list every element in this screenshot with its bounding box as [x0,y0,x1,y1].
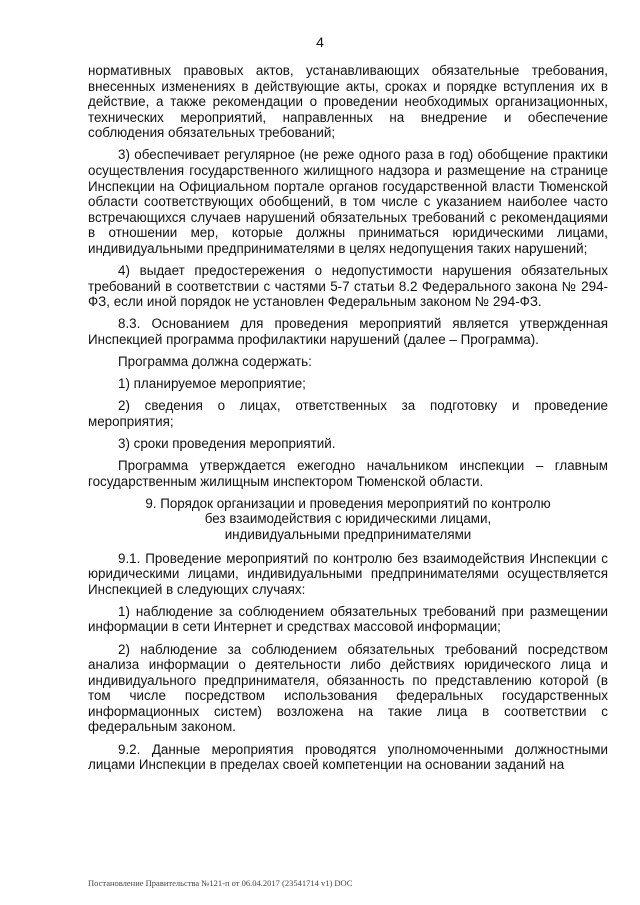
paragraph-continuation: нормативных правовых актов, устанавливающих обязательные требования, внесенных изменениях в действующие акты, сроках и порядке вступления их в действие, а также рекомендации о проведении необходимых организационных, технических мероприятий, направленных на внедрение и обеспечение соблюдения обязательных требований; [88,63,608,141]
paragraph-8-3: 8.3. Основанием для проведения мероприятий является утвержденная Инспекцией программа профилактики нарушений (далее – Программа). [88,316,608,347]
document-footer: Постановление Правительства №121-п от 06.04.2017 (23541714 v1) DOC [88,878,353,888]
paragraph-program-item-1: 1) планируемое мероприятие; [118,376,306,392]
paragraph-program-item-2: 2) сведения о лицах, ответственных за подготовку и проведение мероприятия; [88,398,608,429]
section-9-heading-line-1: 9. Порядок организации и проведения мероприятий по контролю [145,495,551,511]
section-9-heading-line-2: без взаимодействия с юридическими лицами, [204,511,492,527]
paragraph-9-1-item-1: 1) наблюдение за соблюдением обязательных требований при размещении информации в сети Интернет и средствах массовой информации; [88,603,608,635]
paragraph-9-1: 9.1. Проведение мероприятий по контролю без взаимодействия Инспекции с юридическими лицами, индивидуальными предпринимателями осуществляется Инспекцией в следующих случаях: [88,550,608,597]
paragraph-9-1-item-2: 2) наблюдение за соблюдением обязательных требований посредством анализа информации о деятельности либо действиях юридического лица и индивидуального предпринимателя, обязанность по представлению которой (в том числе посредством использования федеральных государственных информационных систем) возложена на такие лица в соответствии с федеральным законом. [88,641,608,735]
paragraph-program-approval: Программа утверждается ежегодно начальником инспекции – главным государственным жилищным инспектором Тюменской области. [88,458,608,489]
document-body [88,63,608,779]
paragraph-program-contents: Программа должна содержать: [118,354,312,370]
page-number: 4 [316,34,324,50]
paragraph-item-4: 4) выдает предостережения о недопустимости нарушения обязательных требований в соответствии с частями 5-7 статьи 8.2 Федерального закона № 294-ФЗ, если иной порядок не установлен Федеральным законом № 294-ФЗ. [88,263,608,310]
paragraph-9-2: 9.2. Данные мероприятия проводятся уполномоченными должностными лицами Инспекции в пределах своей компетенции на основании заданий на [88,741,608,773]
section-9-heading-line-3: индивидуальными предпринимателями [224,526,472,542]
section-9-heading [88,496,608,543]
paragraph-item-3: 3) обеспечивает регулярное (не реже одного раза в год) обобщение практики осуществления государственного жилищного надзора и размещение на странице Инспекции на Официальном портале органов государственной власти Тюменской области соответствующих обобщений, в том числе с указанием наиболее часто встречающихся случаев нарушений обязательных требований с рекомендациями в отношении мер, которые должны приниматься юридическими лицами, индивидуальными предпринимателями в целях недопущения таких нарушений; [88,147,608,257]
paragraph-program-item-3: 3) сроки проведения мероприятий. [118,435,336,451]
